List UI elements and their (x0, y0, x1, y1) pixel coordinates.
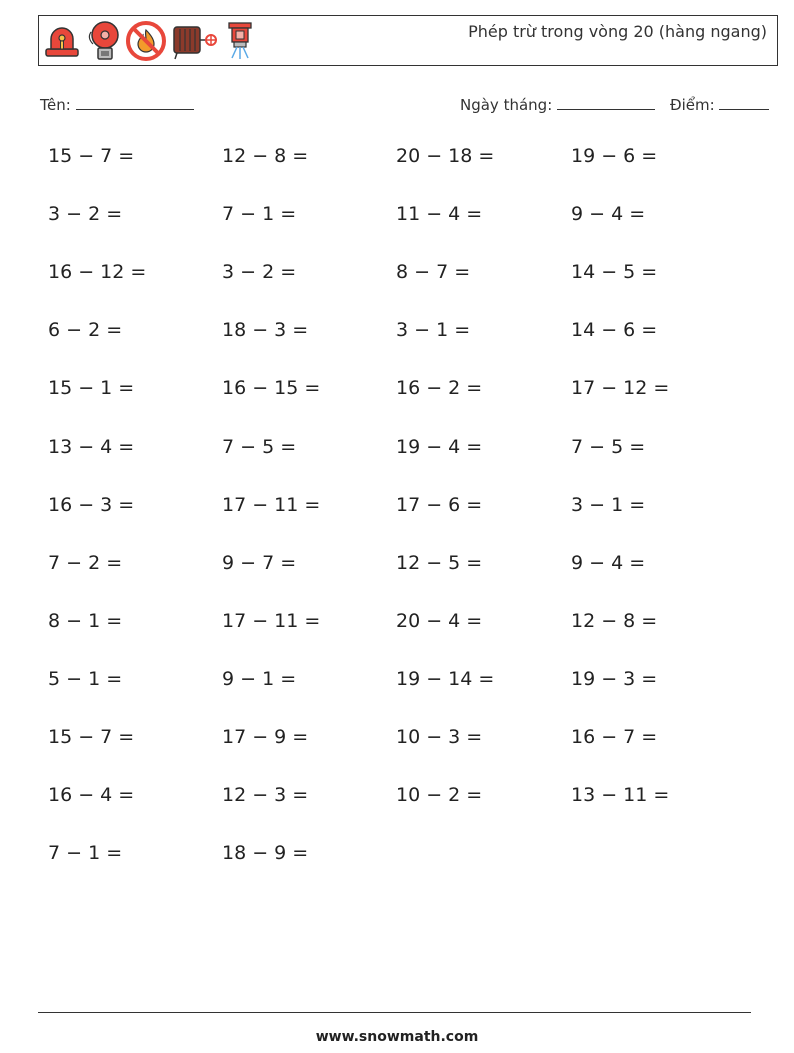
problem-item: 17 − 6 = (396, 493, 483, 516)
problem-item: 10 − 3 = (396, 726, 483, 748)
score-label: Điểm: (670, 96, 715, 114)
problem-item: 17 − 11 = (222, 493, 321, 516)
problem-item: 14 − 5 = (571, 261, 658, 284)
fire-alarm-siren-icon (43, 21, 81, 61)
name-field (40, 95, 194, 114)
problem-item: 5 − 1 = (48, 667, 123, 690)
problem-item: 19 − 14 = (396, 667, 495, 690)
problem-item: 20 − 18 = (396, 145, 495, 167)
fire-hose-reel-icon (171, 21, 219, 61)
problem-item: 12 − 5 = (396, 551, 483, 574)
fire-hydrant-sprinkler-icon (223, 20, 257, 62)
problem-item: 13 − 11 = (571, 784, 670, 807)
problem-item: 18 − 3 = (222, 319, 309, 342)
problem-item: 17 − 11 = (222, 609, 321, 632)
problem-item: 3 − 1 = (396, 319, 471, 342)
problem-item: 13 − 4 = (48, 435, 135, 458)
worksheet-title: Phép trừ trong vòng 20 (hàng ngang) (468, 22, 767, 41)
problem-item: 7 − 1 = (48, 842, 123, 865)
problem-item: 16 − 12 = (48, 261, 147, 284)
problem-item: 7 − 5 = (571, 435, 646, 458)
date-label: Ngày tháng: (460, 96, 553, 114)
problem-item: 12 − 3 = (222, 784, 309, 807)
problem-item: 19 − 3 = (571, 667, 658, 690)
header-icons (43, 19, 257, 63)
problem-item: 15 − 7 = (48, 145, 135, 167)
name-blank[interactable] (76, 95, 194, 110)
problem-item: 9 − 1 = (222, 667, 297, 690)
problem-item: 3 − 2 = (222, 261, 297, 284)
problem-item: 8 − 1 = (48, 609, 123, 632)
problem-item: 16 − 4 = (48, 784, 135, 807)
problem-item: 9 − 4 = (571, 551, 646, 574)
problem-item: 20 − 4 = (396, 609, 483, 632)
problem-item: 12 − 8 = (222, 145, 309, 167)
problem-item: 3 − 1 = (571, 493, 646, 516)
problem-item: 7 − 1 = (222, 203, 297, 226)
problem-item: 19 − 6 = (571, 145, 658, 167)
worksheet-header (38, 15, 778, 66)
problem-item: 12 − 8 = (571, 609, 658, 632)
score-field (670, 95, 769, 114)
problem-item: 9 − 7 = (222, 551, 297, 574)
problem-item: 9 − 4 = (571, 203, 646, 226)
problem-item: 17 − 9 = (222, 726, 309, 748)
problem-item: 3 − 2 = (48, 203, 123, 226)
problem-item: 16 − 2 = (396, 377, 483, 400)
problem-item: 15 − 7 = (48, 726, 135, 748)
footer-url: www.snowmath.com (315, 1029, 479, 1045)
problem-item: 16 − 3 = (48, 493, 135, 516)
problem-item: 7 − 2 = (48, 551, 123, 574)
problem-item: 14 − 6 = (571, 319, 658, 342)
problem-item: 16 − 7 = (571, 726, 658, 748)
problem-item: 15 − 1 = (48, 377, 135, 400)
problem-item: 7 − 5 = (222, 435, 297, 458)
no-fire-icon (125, 20, 167, 62)
problem-item: 17 − 12 = (571, 377, 670, 400)
problem-item: 6 − 2 = (48, 319, 123, 342)
problem-item: 18 − 9 = (222, 842, 309, 865)
fire-alarm-bell-icon (85, 20, 121, 62)
footer-divider (38, 1012, 751, 1013)
name-label: Tên: (40, 96, 71, 114)
problem-item: 8 − 7 = (396, 261, 471, 284)
problem-item: 16 − 15 = (222, 377, 321, 400)
problem-item: 11 − 4 = (396, 203, 483, 226)
problem-item: 19 − 4 = (396, 435, 483, 458)
problem-item: 10 − 2 = (396, 784, 483, 807)
score-blank[interactable] (719, 95, 769, 110)
date-field (460, 95, 655, 114)
date-blank[interactable] (557, 95, 655, 110)
